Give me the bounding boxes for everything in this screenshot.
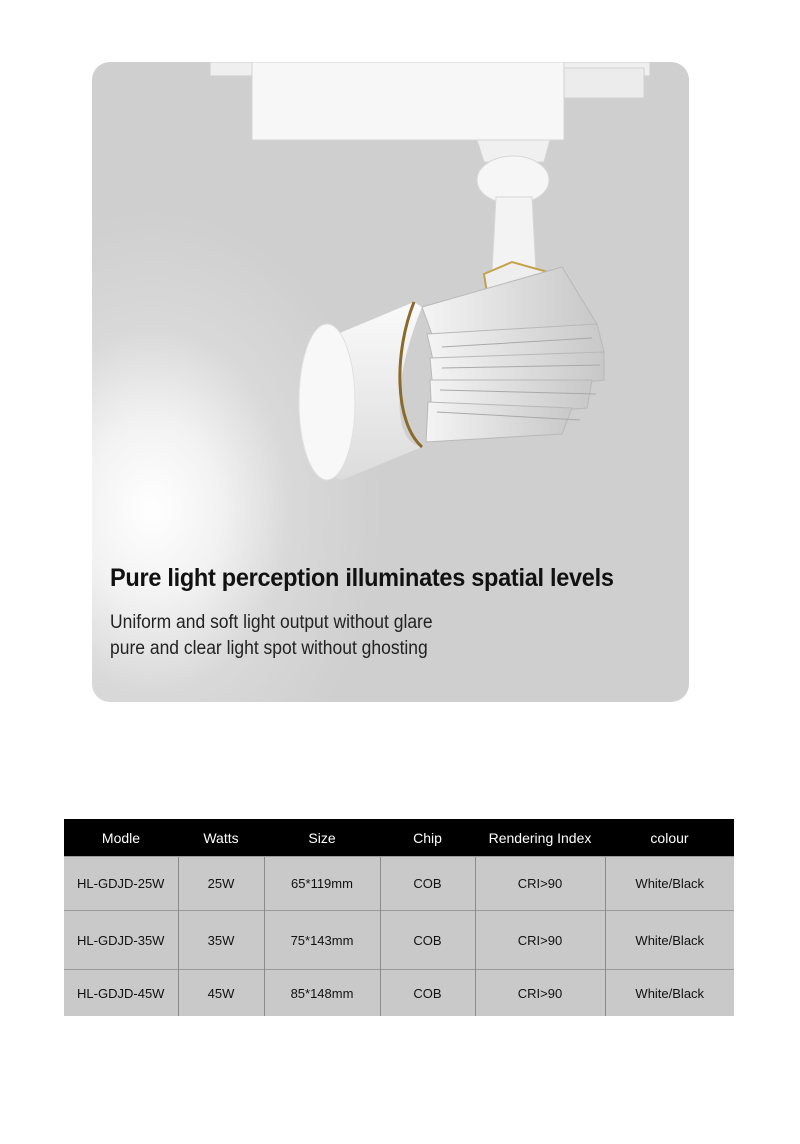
cell-chip: COB bbox=[380, 911, 475, 970]
headline: Pure light perception illuminates spatial levels bbox=[110, 564, 614, 592]
cell-chip: COB bbox=[380, 857, 475, 911]
spec-table bbox=[64, 819, 734, 1016]
cell-colour: White/Black bbox=[605, 857, 734, 911]
cell-rendering-index: CRI>90 bbox=[475, 911, 605, 970]
header-colour: colour bbox=[605, 819, 734, 857]
subline-glare: Uniform and soft light output without glare bbox=[110, 612, 433, 633]
header-rendering-index: Rendering Index bbox=[475, 819, 605, 857]
table-row bbox=[64, 911, 734, 970]
cell-model: HL-GDJD-45W bbox=[64, 970, 178, 1017]
cell-model: HL-GDJD-35W bbox=[64, 911, 178, 970]
table-row bbox=[64, 970, 734, 1017]
cell-watts: 45W bbox=[178, 970, 264, 1017]
cell-size: 65*119mm bbox=[264, 857, 380, 911]
header-watts: Watts bbox=[178, 819, 264, 857]
cell-model: HL-GDJD-25W bbox=[64, 857, 178, 911]
cell-colour: White/Black bbox=[605, 911, 734, 970]
cell-size: 85*148mm bbox=[264, 970, 380, 1017]
hero-panel bbox=[92, 62, 689, 702]
table-row bbox=[64, 857, 734, 911]
header-model: Modle bbox=[64, 819, 178, 857]
subline-ghosting: pure and clear light spot without ghosting bbox=[110, 638, 428, 659]
table-header-row bbox=[64, 819, 734, 857]
cell-rendering-index: CRI>90 bbox=[475, 857, 605, 911]
cell-colour: White/Black bbox=[605, 970, 734, 1017]
track-light-image bbox=[92, 62, 689, 702]
header-chip: Chip bbox=[380, 819, 475, 857]
cell-watts: 35W bbox=[178, 911, 264, 970]
cell-rendering-index: CRI>90 bbox=[475, 970, 605, 1017]
cell-size: 75*143mm bbox=[264, 911, 380, 970]
cell-watts: 25W bbox=[178, 857, 264, 911]
header-size: Size bbox=[264, 819, 380, 857]
cell-chip: COB bbox=[380, 970, 475, 1017]
